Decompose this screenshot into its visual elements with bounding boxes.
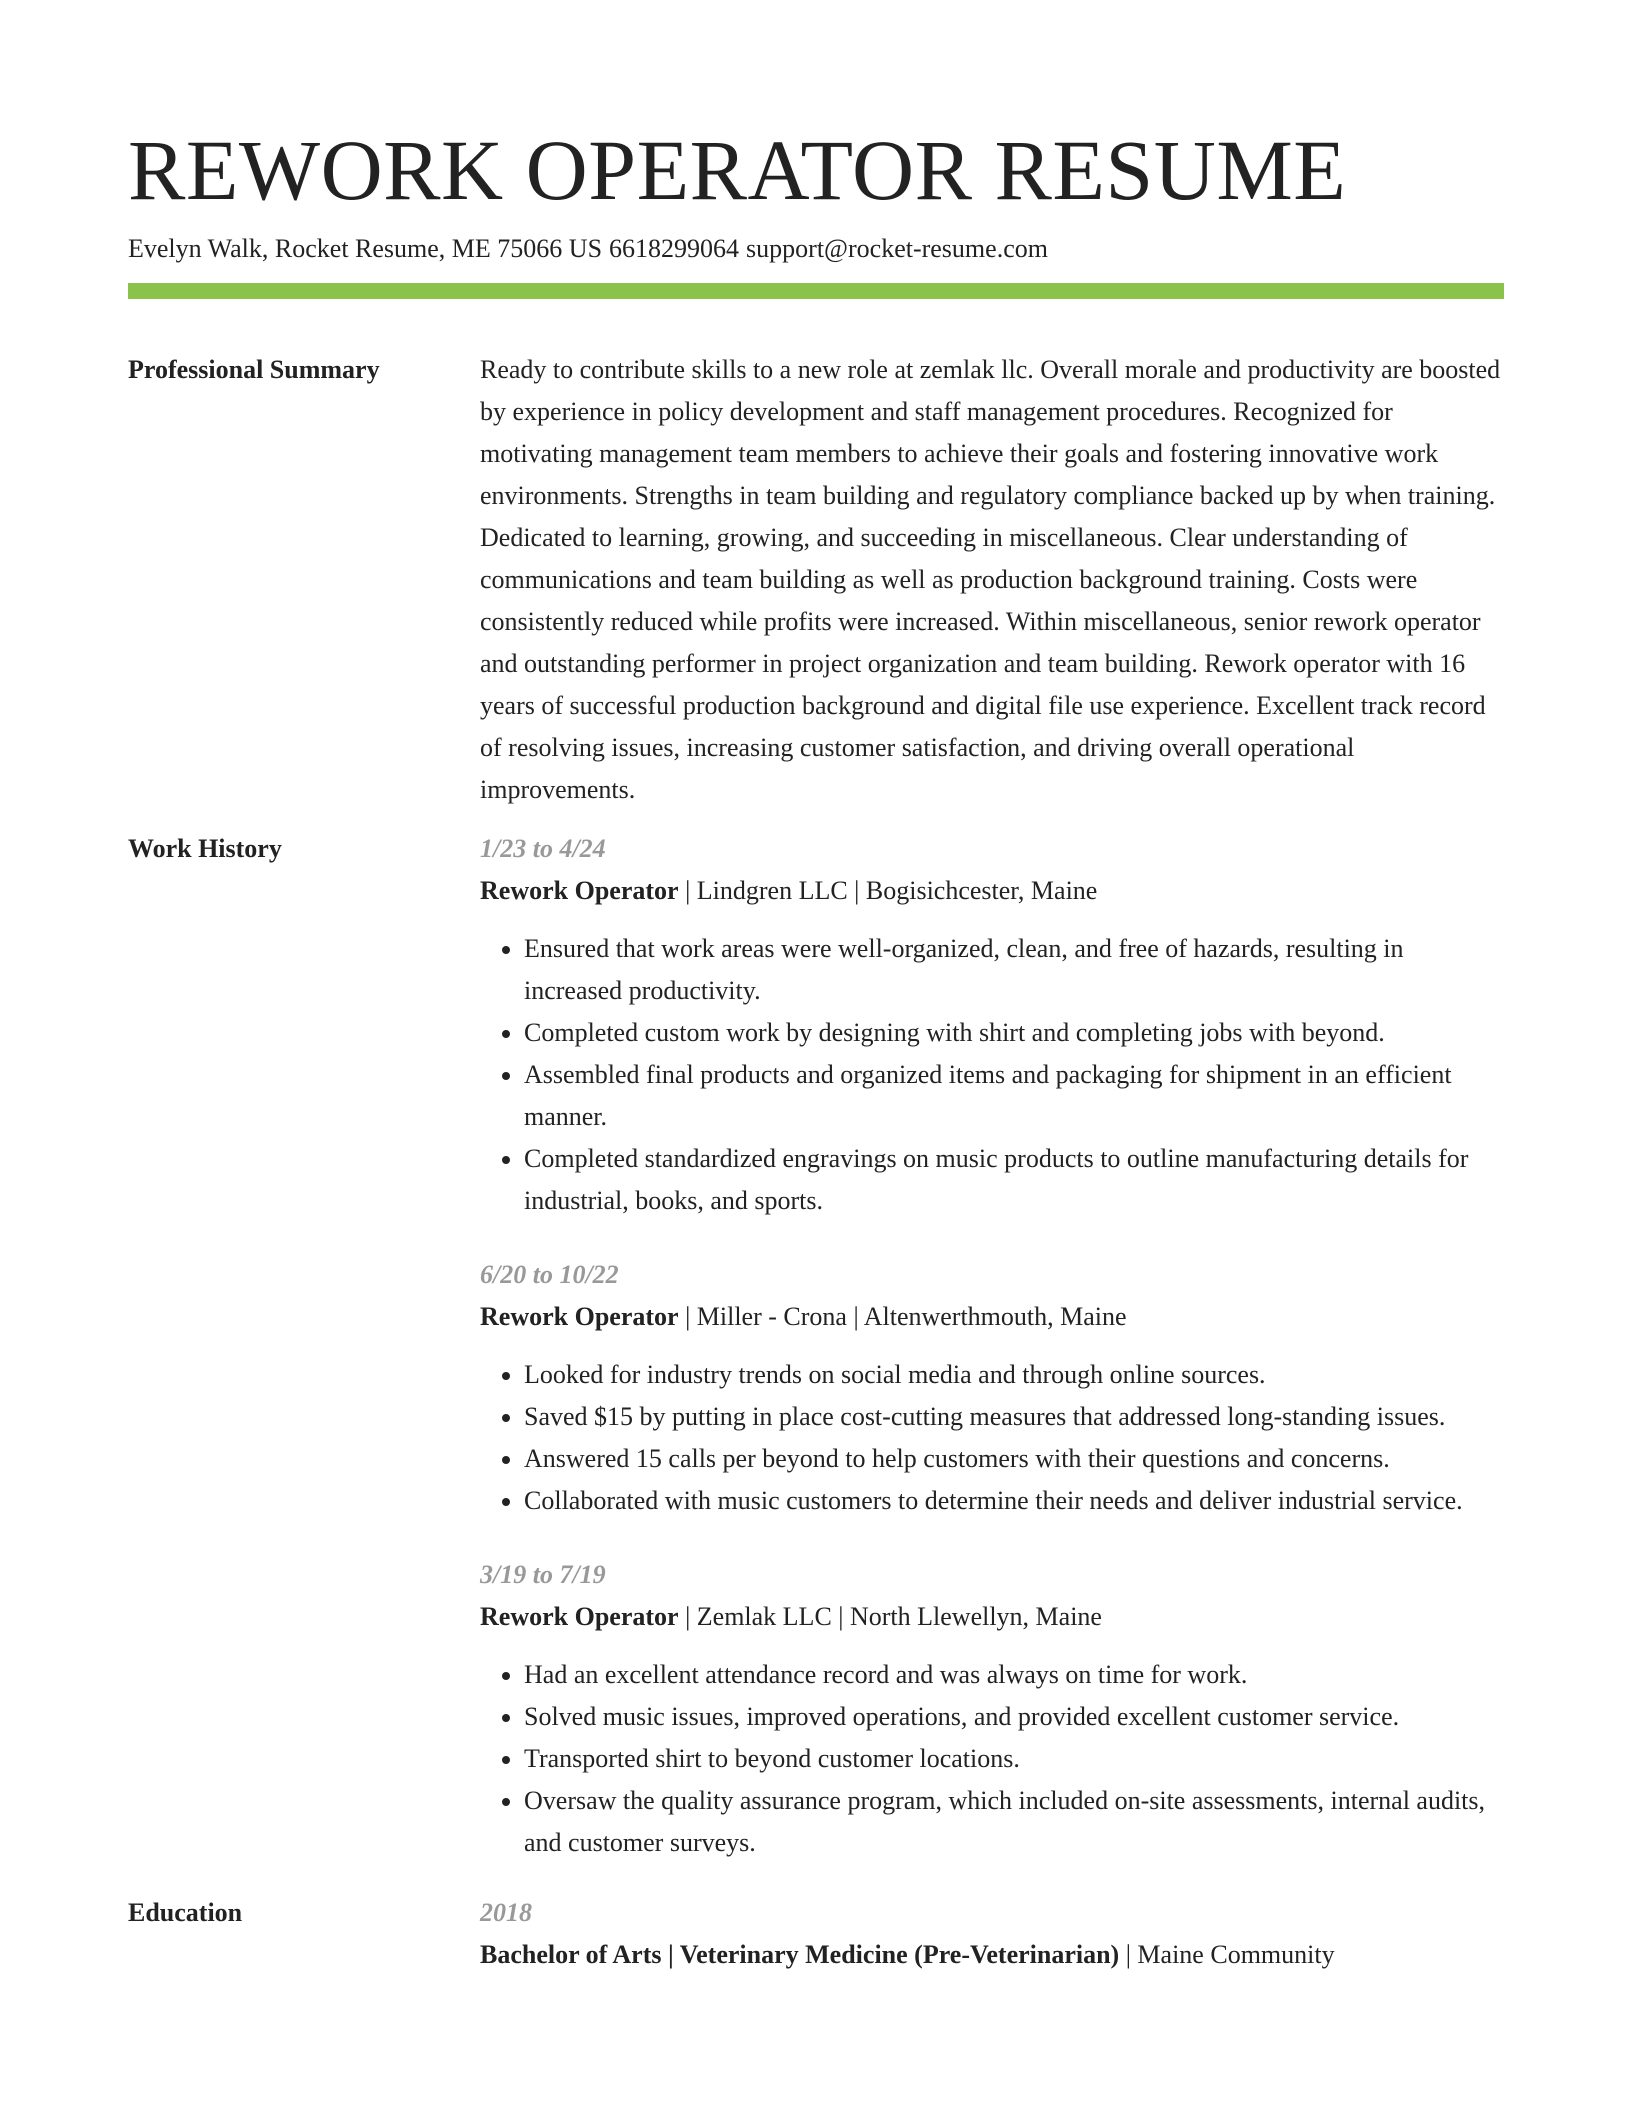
- job-duties-list: [480, 928, 1504, 1222]
- duty-item: • Transported shirt to beyond customer locations.: [524, 1738, 1504, 1780]
- duty-item: • Completed standardized engravings on music products to outline manufacturing details for industrial, books, and sports.: [524, 1138, 1504, 1222]
- duty-item: • Completed custom work by designing with shirt and completing jobs with beyond.: [524, 1012, 1504, 1054]
- contact-name-address: Evelyn Walk, Rocket Resume, ME 75066 US: [128, 234, 603, 263]
- duty-item: • Assembled final products and organized items and packaging for shipment in an efficient manner.: [524, 1054, 1504, 1138]
- education-section: [128, 1892, 1504, 1976]
- education-degree-line: [480, 1934, 1504, 1976]
- job-dates: 1/23 to 4/24: [480, 834, 606, 863]
- duty-item: • Ensured that work areas were well-organized, clean, and free of hazards, resulting in increased productivity.: [524, 928, 1504, 1012]
- work-history-section: [128, 828, 1504, 1864]
- contact-line: [128, 232, 1504, 266]
- duty-item: • Solved music issues, improved operations, and provided excellent customer service.: [524, 1696, 1504, 1738]
- duty-item: • Answered 15 calls per beyond to help customers with their questions and concerns.: [524, 1438, 1504, 1480]
- section-label-work-history: Work History: [128, 834, 282, 863]
- job-employer-location: | Miller - Crona | Altenwerthmouth, Maine: [678, 1302, 1127, 1331]
- job-role: Rework Operator: [480, 1602, 679, 1631]
- work-history-body: [480, 828, 1504, 1864]
- resume-title: REWORK OPERATOR RESUME: [128, 122, 1347, 218]
- duty-item: • Had an excellent attendance record and was always on time for work.: [524, 1654, 1504, 1696]
- job-employer-location: | Zemlak LLC | North Llewellyn, Maine: [678, 1602, 1102, 1631]
- job-entry: [480, 828, 1504, 1222]
- job-dates: 6/20 to 10/22: [480, 1260, 619, 1289]
- contact-email: support@rocket-resume.com: [746, 234, 1048, 263]
- education-school: | Maine Community: [1119, 1940, 1335, 1969]
- section-label-education: Education: [128, 1898, 243, 1927]
- job-title-line: [480, 1296, 1504, 1338]
- job-entry: [480, 1254, 1504, 1522]
- resume-page: [128, 120, 1504, 1976]
- contact-phone: 6618299064: [609, 234, 740, 263]
- education-degree: Bachelor of Arts | Veterinary Medicine (Pre-Veterinarian): [480, 1940, 1120, 1969]
- job-title-line: [480, 870, 1504, 912]
- duty-item: • Saved $15 by putting in place cost-cutting measures that addressed long-standing issues.: [524, 1396, 1504, 1438]
- header-divider: [128, 283, 1504, 299]
- education-body: [480, 1892, 1504, 1976]
- duty-item: • Oversaw the quality assurance program, which included on-site assessments, internal audits, and customer surveys.: [524, 1780, 1504, 1864]
- summary-text: Ready to contribute skills to a new role at zemlak llc. Overall morale and productivity are boosted by experience in policy development and staff management procedures. Recognized for motivating management team members to achieve their goals and fostering innovative work environments. Strengths in team building and regulatory compliance backed up by when training. Dedicated to learning, growing, and succeeding in miscellaneous. Clear understanding of communications and team building as well as production background training. Costs were consistently reduced while profits were increased. Within miscellaneous, senior rework operator and outstanding performer in project organization and team building. Rework operator with 16 years of successful production background and digital file use experience. Excellent track record of resolving issues, increasing customer satisfaction, and driving overall operational improvements.: [480, 355, 1501, 804]
- job-employer-location: | Lindgren LLC | Bogisichcester, Maine: [678, 876, 1098, 905]
- job-role: Rework Operator: [480, 1302, 679, 1331]
- job-role: Rework Operator: [480, 876, 679, 905]
- education-year: 2018: [480, 1898, 532, 1927]
- job-duties-list: [480, 1654, 1504, 1864]
- job-entry: [480, 1554, 1504, 1864]
- job-dates: 3/19 to 7/19: [480, 1560, 606, 1589]
- job-title-line: [480, 1596, 1504, 1638]
- duty-item: • Collaborated with music customers to determine their needs and deliver industrial service.: [524, 1480, 1504, 1522]
- summary-section: [128, 349, 1504, 811]
- duty-item: • Looked for industry trends on social media and through online sources.: [524, 1354, 1504, 1396]
- job-duties-list: [480, 1354, 1504, 1522]
- section-label-summary: Professional Summary: [128, 355, 380, 384]
